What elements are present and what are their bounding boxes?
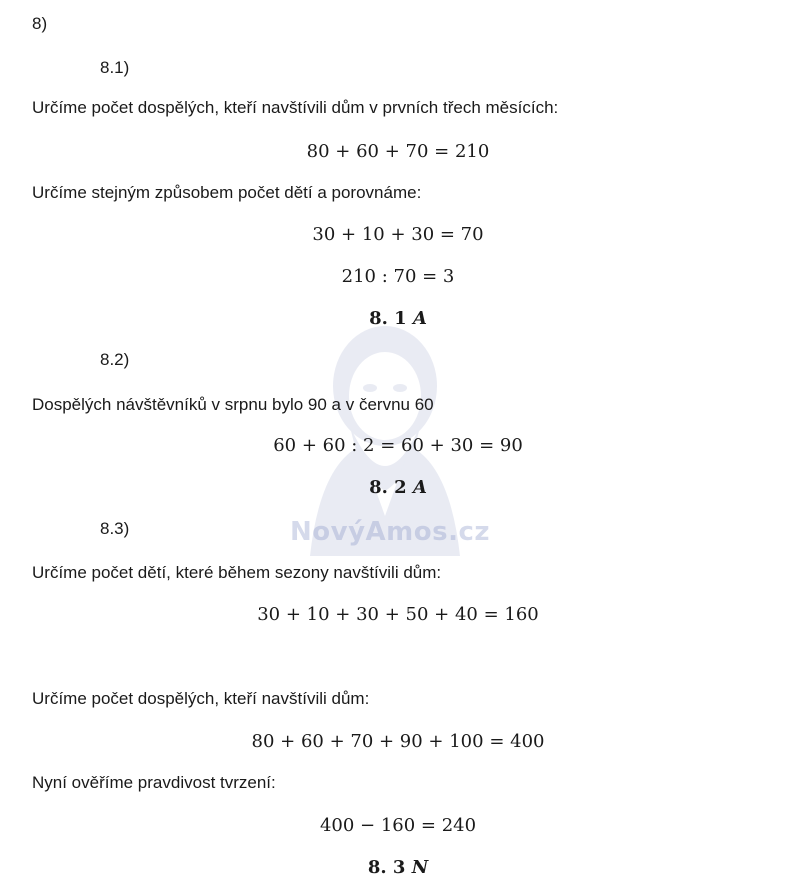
- text-line: Nyní ověříme pravdivost tvrzení:: [32, 773, 276, 792]
- text-line: Určíme počet dětí, které během sezony navštívili dům:: [32, 563, 442, 582]
- answer: [120, 308, 676, 330]
- text-line: Určíme stejným způsobem počet dětí a porovnáme:: [32, 183, 422, 202]
- section-label: 8.3): [100, 519, 130, 538]
- answer-number: 8. 2: [369, 477, 413, 498]
- text-line: Dospělých návštěvníků v srpnu bylo 90 a v červnu 60: [32, 395, 434, 414]
- answer-letter: A: [412, 308, 427, 329]
- equation: 80 + 60 + 70 + 90 + 100 = 400: [251, 731, 545, 752]
- answer-number: 8. 1: [369, 308, 413, 329]
- answer-letter: A: [412, 477, 427, 498]
- answer: [120, 857, 676, 879]
- equation: 60 + 60 : 2 = 60 + 30 = 90: [273, 435, 523, 456]
- answer-number: 8. 3: [367, 857, 412, 878]
- watermark-text: NovýAmos.cz: [290, 517, 490, 547]
- equation: 30 + 10 + 30 + 50 + 40 = 160: [257, 604, 539, 625]
- section-label: 8.1): [100, 58, 130, 77]
- task-number: 8): [32, 14, 48, 33]
- answer-letter: N: [411, 857, 429, 878]
- answer: [120, 477, 676, 499]
- text-line: Určíme počet dospělých, kteří navštívili dům:: [32, 689, 370, 708]
- text-line: Určíme počet dospělých, kteří navštívili dům v prvních třech měsících:: [32, 98, 559, 117]
- equation: 210 : 70 = 3: [341, 266, 455, 287]
- section-label: 8.2): [100, 350, 130, 369]
- equation: 30 + 10 + 30 = 70: [312, 224, 484, 245]
- equation: 400 − 160 = 240: [319, 815, 477, 836]
- equation: 80 + 60 + 70 = 210: [306, 141, 490, 162]
